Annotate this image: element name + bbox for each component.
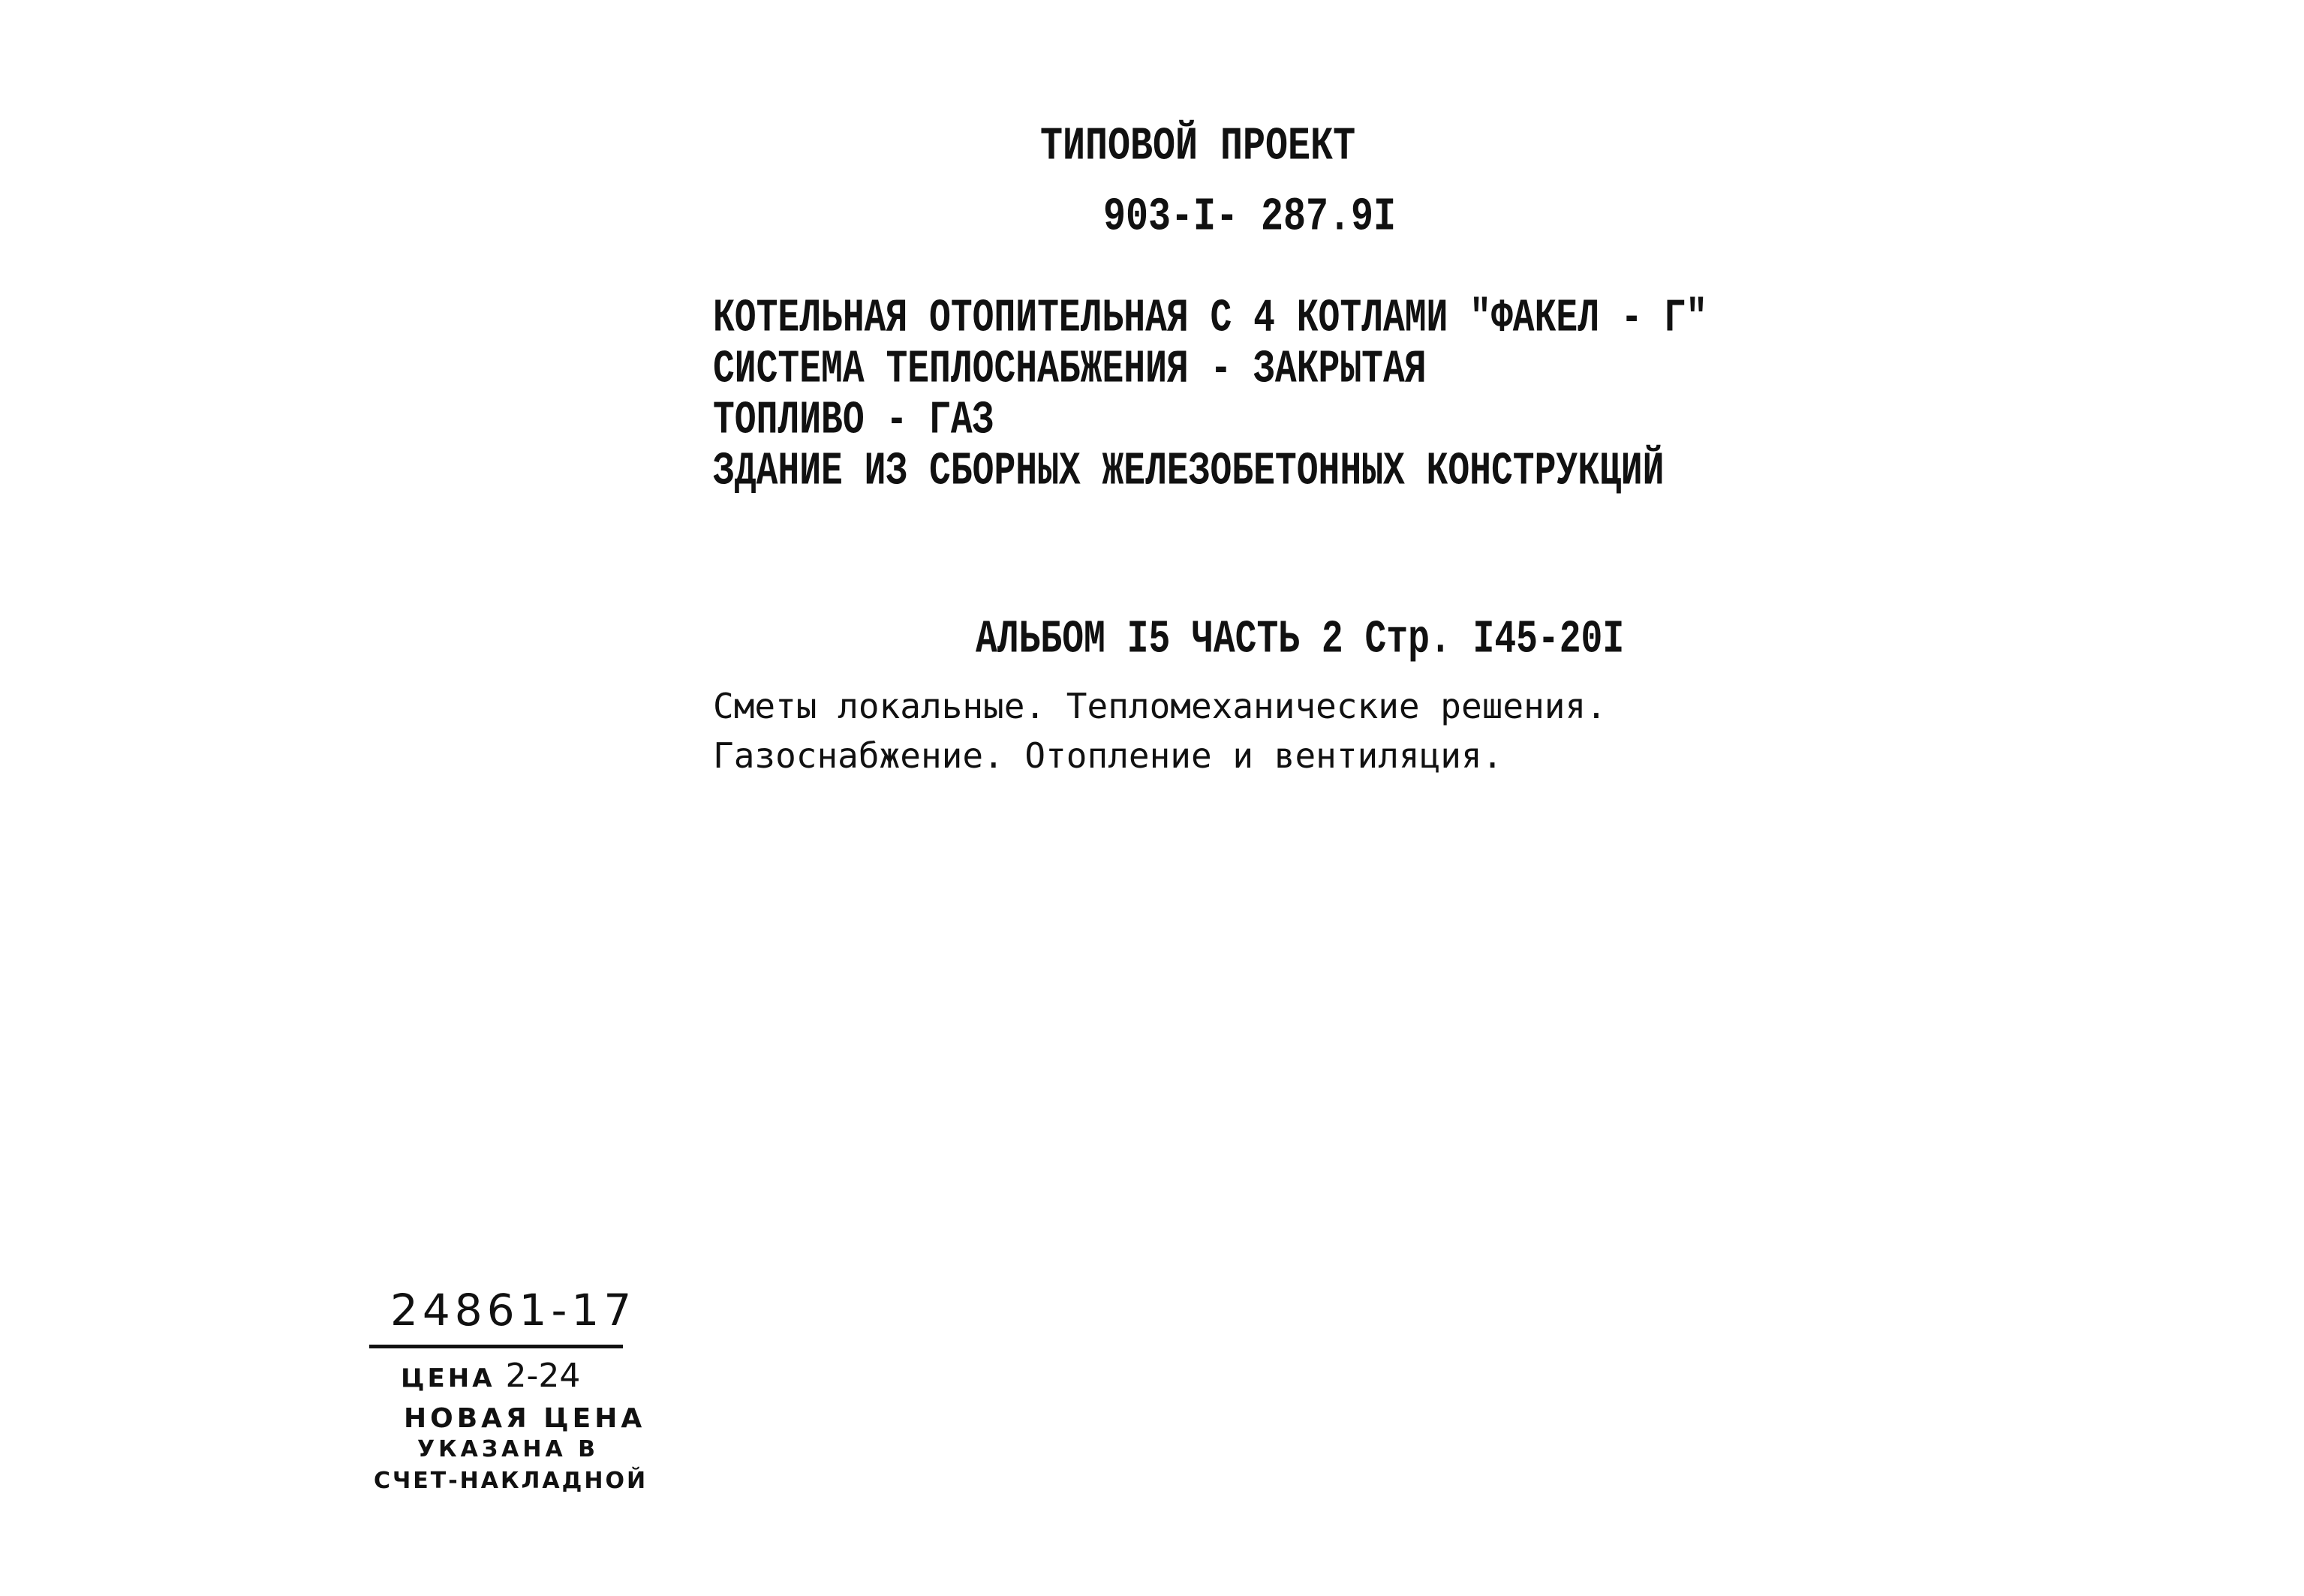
stamp-note-line-1: НОВАЯ ЦЕНА <box>404 1403 646 1434</box>
stamp-number: 24861-17 <box>390 1285 636 1336</box>
description-line-1: КОТЕЛЬНАЯ ОТОПИТЕЛЬНАЯ С 4 КОТЛАМИ "ФАКЕЛ - Г" <box>713 293 1708 346</box>
contents-line-2: Газоснабжение. Отопление и вентиляция. <box>713 735 1503 776</box>
stamp-price <box>401 1357 580 1395</box>
description-line-2: СИСТЕМА ТЕПЛОСНАБЖЕНИЯ - ЗАКРЫТАЯ <box>713 344 1427 397</box>
document-type-label: ТИПОВОЙ ПРОЕКТ <box>1040 120 1356 174</box>
contents-line-1: Сметы локальные. Тепломеханические решения. <box>713 686 1607 726</box>
description-line-4: ЗДАНИЕ ИЗ СБОРНЫХ ЖЕЛЕЗОБЕТОННЫХ КОНСТРУКЦИЙ <box>713 446 1665 499</box>
stamp-price-value: 2-24 <box>505 1357 581 1395</box>
stamp-note-line-3: СЧЕТ-НАКЛАДНОЙ <box>374 1468 648 1494</box>
album-reference: АЛЬБОМ I5 ЧАСТЬ 2 Стр. I45-20I <box>976 614 1625 667</box>
stamp-note-line-2: УКАЗАНА В <box>417 1436 600 1462</box>
stamp-price-label: ЦЕНА <box>401 1363 495 1393</box>
description-line-3: ТОПЛИВО - ГАЗ <box>713 395 994 448</box>
project-code: 903-I- 287.9I <box>1103 191 1397 245</box>
stamp-divider <box>369 1345 623 1348</box>
